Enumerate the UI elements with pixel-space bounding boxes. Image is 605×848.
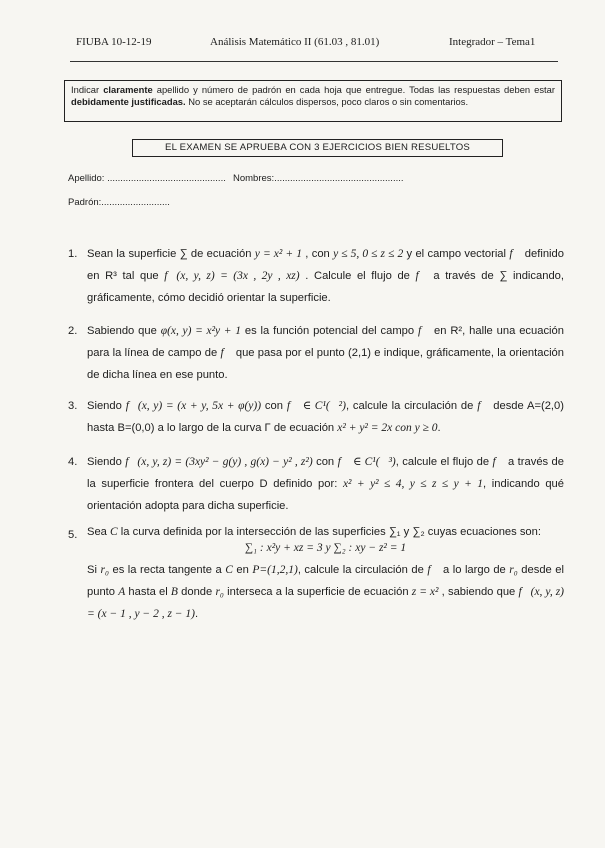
q5-text: es la recta tangente a <box>108 564 226 576</box>
instructions-box <box>64 80 562 122</box>
q5-math: f⃗ <box>427 564 440 576</box>
q5-text: desde el punto <box>87 564 564 598</box>
q1-text: Sean la superficie ∑ de ecuación <box>87 248 255 260</box>
pass-criteria-banner: EL EXAMEN SE APRUEBA CON 3 EJERCICIOS BIEN RESUELTOS <box>132 139 503 157</box>
q5-math: f⃗(x, y, z) = (x − 1 , y − 2 , z − 1) <box>87 586 564 620</box>
question-number: 3. <box>68 400 78 412</box>
q4-text: , indicando qué orientación adopta para dicha superficie. <box>87 478 564 512</box>
q3-text: , calcule la circulación de <box>345 400 478 412</box>
q5-math: r₀ <box>100 564 109 576</box>
instructions-text: apellido y número de padrón en cada hoja que entregue. Todas las respuestas deben estar <box>152 84 555 95</box>
q3-math: x² + y² = 2x con y ≥ 0 <box>337 422 438 434</box>
q2-math: f⃗ <box>220 347 233 359</box>
names-field: Nombres:................................................. <box>233 173 404 184</box>
q1-math: y ≤ 5, 0 ≤ z ≤ 2 <box>333 248 404 260</box>
q5-text: , calcule la circulación de <box>297 564 428 576</box>
q3-text: con <box>261 400 287 412</box>
question-number: 1. <box>68 248 78 260</box>
q4-text: Siendo <box>87 456 126 468</box>
q1-text: . Calcule el flujo de <box>299 270 416 282</box>
instructions-bold: debidamente justificadas. <box>71 96 186 108</box>
q5-text: hasta el <box>125 586 171 598</box>
q4-math: f⃗ <box>492 456 505 468</box>
q2-math: f⃗ <box>418 325 431 337</box>
q5-text: Si <box>87 564 101 576</box>
q4-math: f⃗(x, y, z) = (3xy² − g(y) , g(x) − y² , z²) <box>125 456 313 468</box>
q5-text: donde <box>177 586 216 598</box>
q5-text: interseca a la superficie de ecuación <box>223 586 412 598</box>
q3-math: f⃗(x, y) = (x + y, 5x + φ(y)) <box>125 400 262 412</box>
q1-math: f⃗ <box>415 270 428 282</box>
header-divider <box>70 61 558 62</box>
header-subject: Análisis Matemático II (61.03 , 81.01) <box>210 36 380 48</box>
question-number: 2. <box>68 325 78 337</box>
student-id-field: Padrón:.......................... <box>68 197 170 208</box>
q3-math: f⃗ ∈ C¹(ℜ²) <box>286 400 346 412</box>
q3-text: Siendo <box>87 400 126 412</box>
q4-math: x² + y² ≤ 4, y ≤ z ≤ y + 1 <box>342 478 484 490</box>
q5-math: C <box>110 526 118 538</box>
q2-math: φ(x, y) = x²y + 1 <box>160 325 241 337</box>
q5-math: r₀ <box>215 586 224 598</box>
q1-text: , con <box>302 248 334 260</box>
q1-text: definido en R³ tal que <box>87 248 564 282</box>
q5-text: la curva definida por la intersección de las superficies ∑₁ y ∑₂ cuyas ecuaciones son: <box>117 526 541 538</box>
q5-text: Sea <box>87 526 111 538</box>
q5-text: en <box>232 564 253 576</box>
q4-text: a través de la superficie frontera del cuerpo D definido por: <box>87 456 564 490</box>
q2-text: es la función potencial del campo <box>240 325 419 337</box>
q5-math: z = x² <box>411 586 439 598</box>
q5-math: r₀ <box>509 564 518 576</box>
q1-math: f⃗ <box>509 248 522 260</box>
q1-math: y = x² + 1 <box>254 248 302 260</box>
question-2 <box>68 320 564 386</box>
q5-text: a lo largo de <box>439 564 510 576</box>
q5-math: C <box>225 564 233 576</box>
q5-math: P=(1,2,1) <box>252 564 298 576</box>
q5-math: B <box>170 586 178 598</box>
q1-text: a través de ∑ indicando, gráficamente, cómo decidió orientar la superficie. <box>87 270 564 304</box>
instructions-text: Indicar <box>71 84 104 95</box>
question-number: 4. <box>68 456 78 468</box>
q3-text: desde A=(2,0) hasta B=(0,0) a lo largo de la curva Γ de ecuación <box>87 400 564 434</box>
q3-text: . <box>437 422 441 434</box>
q5-text: , sabiendo que <box>438 586 519 598</box>
q4-text: , calcule el flujo de <box>395 456 493 468</box>
question-5 <box>68 524 564 625</box>
header-course-date: FIUBA 10-12-19 <box>76 36 152 48</box>
q4-text: con <box>312 456 338 468</box>
q5-text: . <box>195 608 199 620</box>
instructions-text: No se aceptarán cálculos dispersos, poco claros o sin comentarios. <box>185 96 469 108</box>
surname-field: Apellido: ............................................. <box>68 173 226 184</box>
question-4 <box>68 451 564 517</box>
instructions-bold: claramente <box>103 84 153 95</box>
header-exam-type: Integrador – Tema1 <box>449 36 536 48</box>
q2-text: que pasa por el punto (2,1) e indique, gráficamente, la orientación de dicha línea en ese punto. <box>87 347 564 381</box>
q5-surface-equations: ∑₁ : x²y + xz = 3 y ∑₂ : xy − z² = 1 <box>244 542 407 554</box>
question-3 <box>68 395 564 439</box>
q2-text: Sabiendo que <box>87 325 161 337</box>
question-number: 5. <box>68 529 78 541</box>
q4-math: f⃗ ∈ C¹(ℜ³) <box>337 456 396 468</box>
q1-text: y el campo vectorial <box>403 248 510 260</box>
q2-text: en R², halle una ecuación para la línea de campo de <box>87 325 564 359</box>
q5-math: A <box>118 586 126 598</box>
question-1 <box>68 243 564 309</box>
q1-math: f⃗(x, y, z) = (3x , 2y , xz) <box>164 270 300 282</box>
q3-math: f⃗ <box>477 400 490 412</box>
